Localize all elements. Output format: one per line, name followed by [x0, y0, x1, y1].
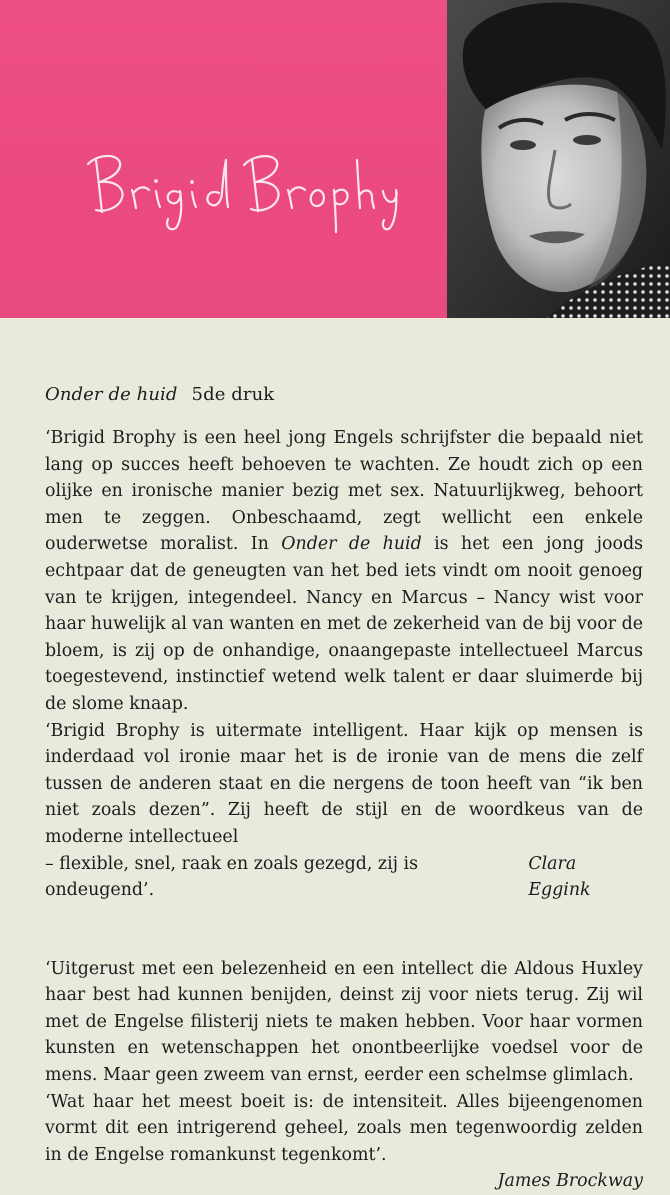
cover-header	[0, 0, 670, 318]
review-1-book-title: Onder de huid	[281, 534, 422, 555]
review-1-last-line: – flexible, snel, raak en zoals gezegd, zij is ondeugend’.	[45, 853, 419, 901]
review-1-closing-line	[45, 851, 643, 904]
book-title-line	[45, 384, 643, 405]
section-gap	[45, 904, 643, 930]
edition-label: 5de druk	[191, 384, 275, 405]
author-signature	[0, 0, 447, 318]
back-cover-text	[45, 384, 643, 1195]
review-1-paragraph-2: ‘Brigid Brophy is uitermate intelligent. Haar kijk op mensen is inderdaad vol ironie maar het is de ironie van de mens die zelf tussen de anderen staat en die nergens de toon heeft van “ik ben niet zoals dezen”. Zij heeft de stijl en de woordkeus van de moderne intellectueel	[45, 720, 643, 847]
review-2-closing-line	[45, 1168, 643, 1195]
review-2-attribution: James Brockway	[497, 1171, 643, 1192]
author-portrait-photo	[447, 0, 670, 318]
review-1-paragraph-1	[45, 425, 643, 718]
book-title: Onder de huid	[45, 384, 178, 405]
review-2-paragraph-1: ‘Uitgerust met een belezenheid en een intellect die Aldous Huxley haar best had kunnen benijden, deinst zij voor niets terug. Zij wil met de Engelse filisterij niets te maken hebben. Voor haar vormen kunsten en wetenschappen het onontbeerlijke voedsel voor de mens. Maar geen zweem van ernst, eerder een schelmse glimlach.	[45, 958, 643, 1086]
review-1-attribution: Clara Eggink	[528, 853, 591, 901]
review-1-text-a: ‘Brigid Brophy is een heel jong Engels schrijfster die bepaald niet lang op succes heeft behoeven te wachten. Ze houdt zich op een olijke en ironische manier bezig met sex. Natuurlijkweg, behoort men te zeggen. Onbeschaamd, zegt wellicht een enkele ouderwetse moralist. In	[45, 428, 643, 555]
review-1-text-b: is het een jong joods echtpaar dat de geneugten van het bed iets vindt om nooit genoeg van te krijgen, integendeel. Nancy en Marcus – Nancy wist voor haar huwelijk al van wanten en met de zekerheid van de bij voor de bloem, is zij op de onhandige, onaangepaste intellectueel Marcus toegestevend, instinctief wetend welk talent er daar sluimerde bij de slome knaap.	[45, 534, 643, 714]
review-2-paragraph-2: ‘Wat haar het meest boeit is: de intensiteit. Alles bijeengenomen vormt dit een intrigerend geheel, zoals men tegenwoordig zelden in de Engelse romankunst tegenkomt’.	[45, 1091, 643, 1165]
